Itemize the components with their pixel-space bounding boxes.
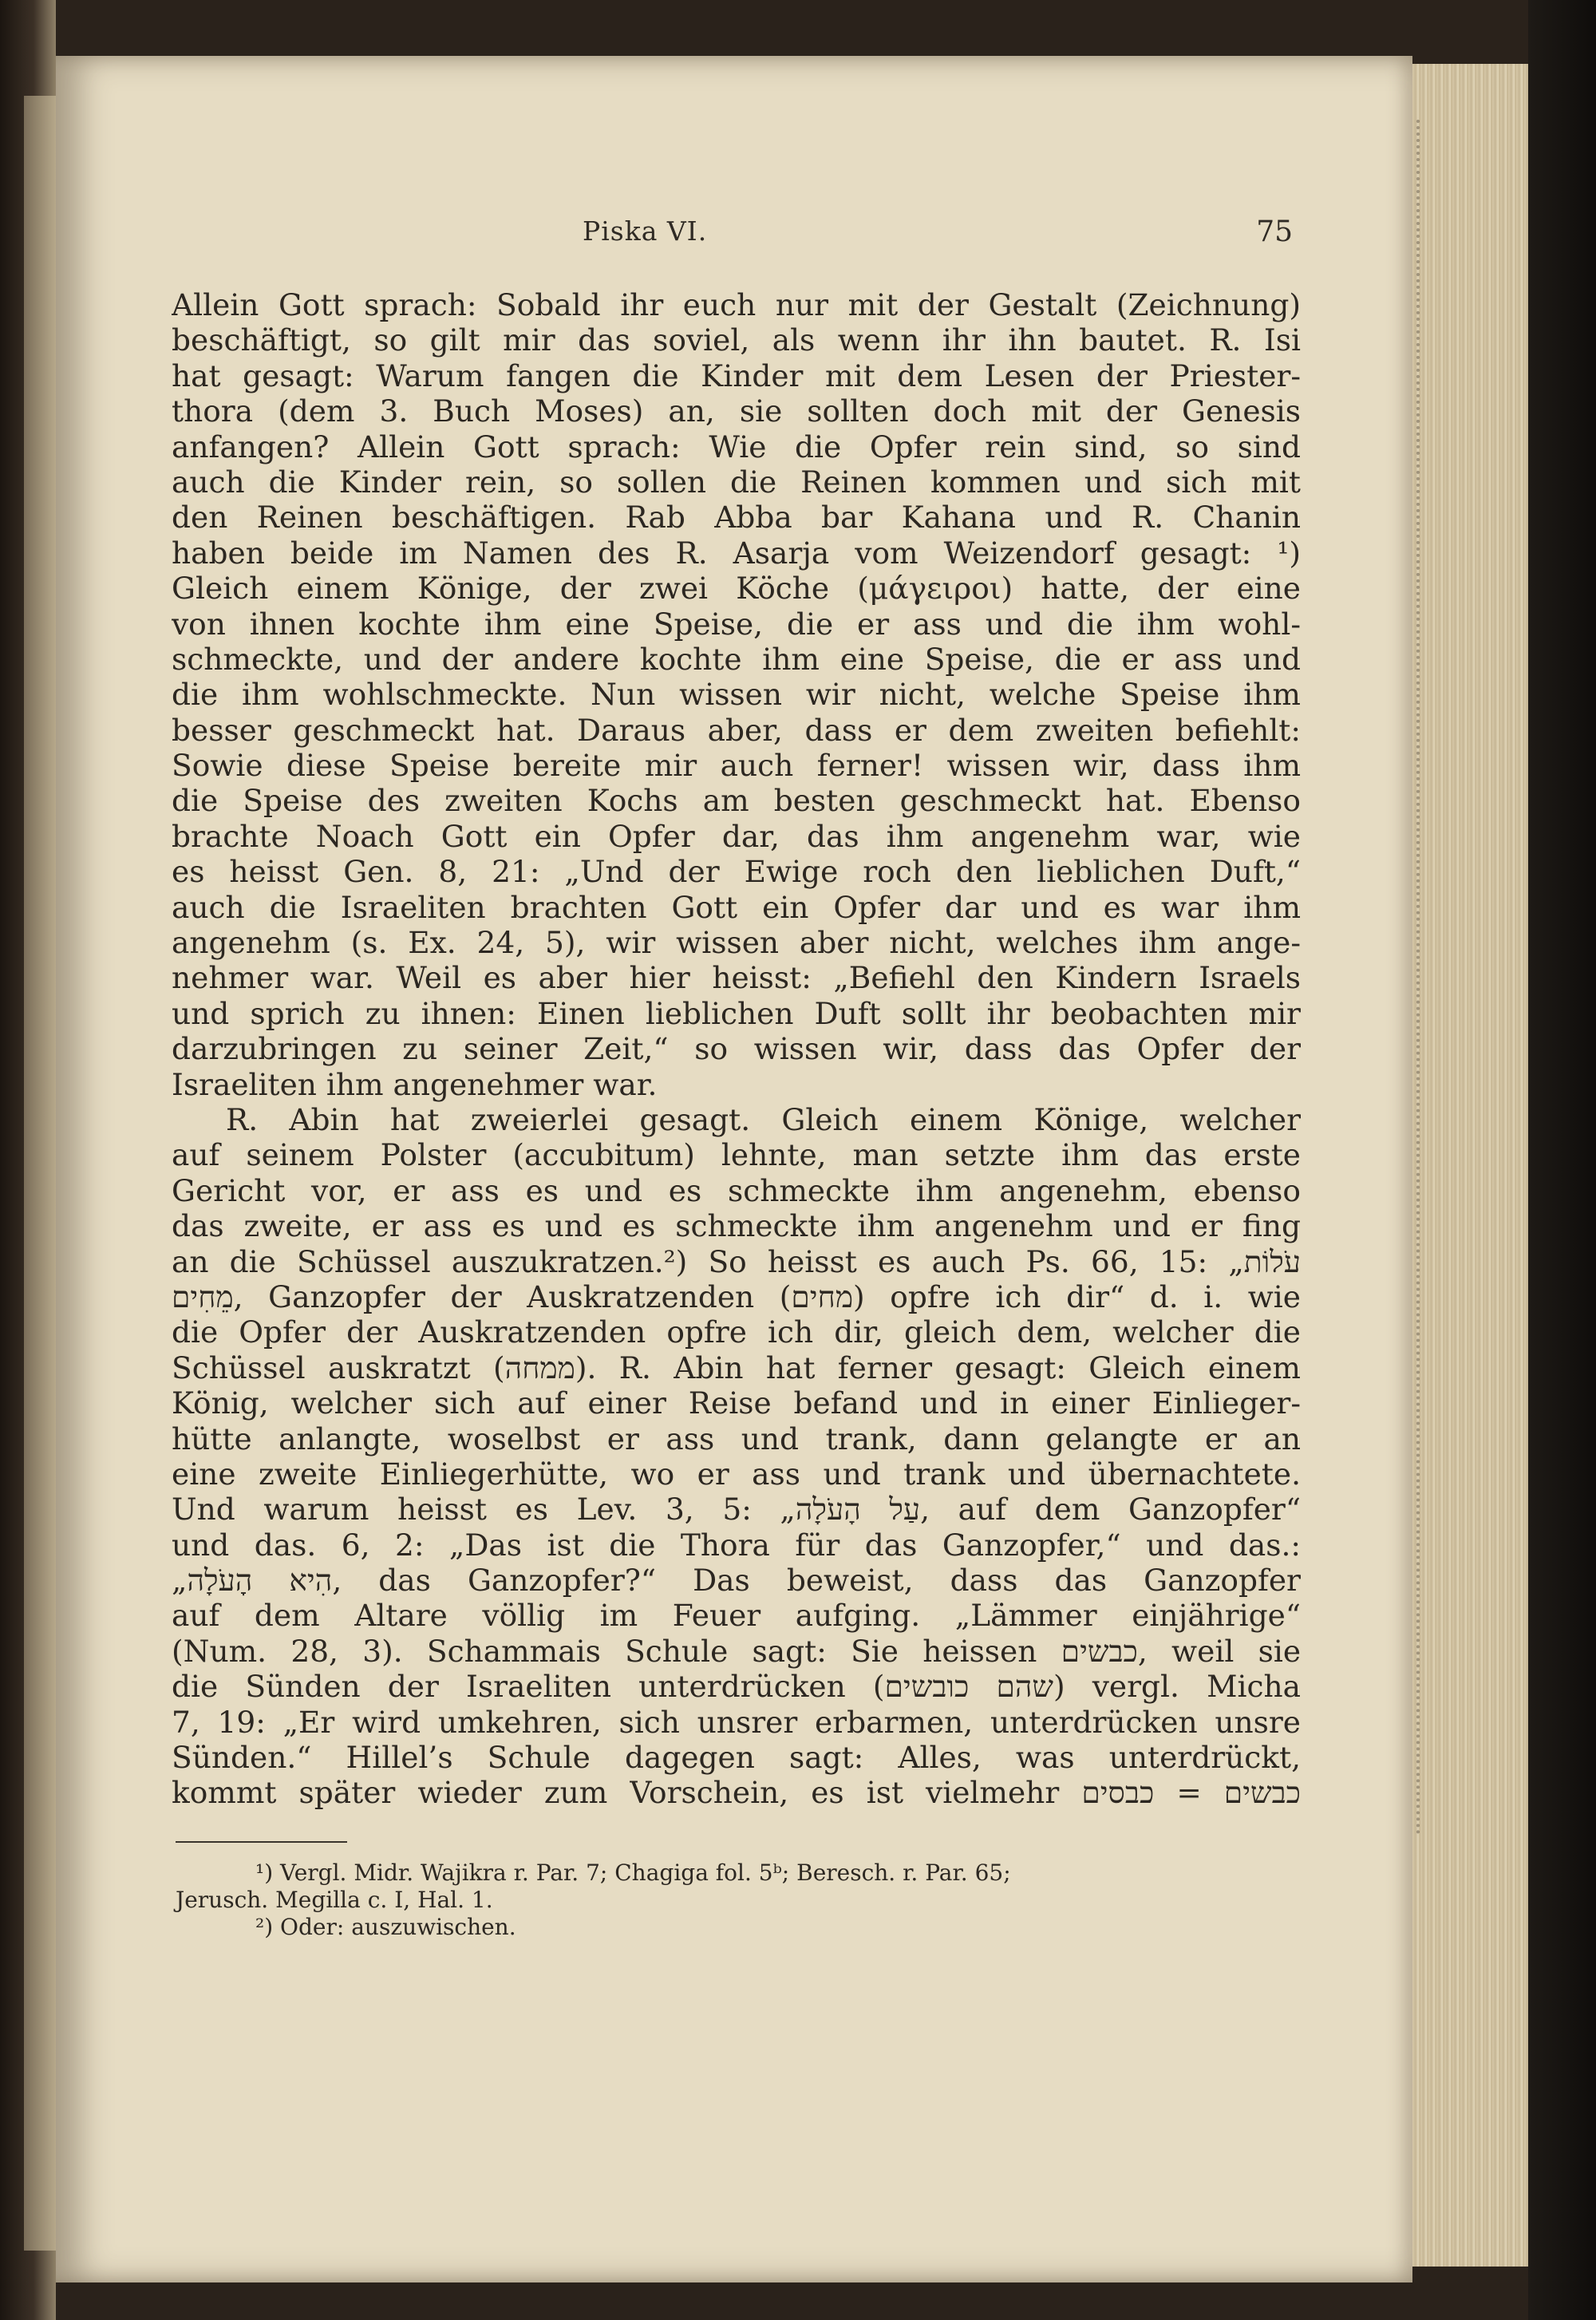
footnote-2: ²) Oder: auszuwischen.: [255, 1914, 516, 1940]
text-line: anfangen? Allein Gott sprach: Wie die Opfer rein sind, so sind: [172, 429, 1301, 464]
text-line: König, welcher sich auf einer Reise befand und in einer Einlieger-: [172, 1385, 1301, 1421]
text-line: die ihm wohlschmeckte. Nun wissen wir nicht, welche Speise ihm: [172, 677, 1301, 713]
text-line: Gleich einem Könige, der zwei Köche (μάγειροι) hatte, der eine: [172, 571, 1301, 607]
text-line: thora (dem 3. Buch Moses) an, sie sollten doch mit der Genesis: [172, 393, 1301, 429]
text-line: מֵחִים, Ganzopfer der Auskratzenden (מחים) opfre ich dir“ d. i. wie: [172, 1279, 1301, 1314]
text-line: hütte anlangte, woselbst er ass und trank, dann gelangte er an: [172, 1421, 1301, 1456]
left-page-edge: [24, 96, 57, 2251]
text-line: die Opfer der Auskratzenden opfre ich dir, gleich dem, welcher die: [172, 1314, 1301, 1350]
text-line: Allein Gott sprach: Sobald ihr euch nur mit der Gestalt (Zeichnung): [172, 287, 1301, 322]
text-line: den Reinen beschäftigen. Rab Abba bar Kahana und R. Chanin: [172, 500, 1301, 536]
text-line: auch die Kinder rein, so sollen die Reinen kommen und sich mit: [172, 464, 1301, 500]
text-line: nehmer war. Weil es aber hier heisst: „Befiehl den Kindern Israels: [172, 960, 1301, 996]
text-line: und sprich zu ihnen: Einen lieblichen Duft sollt ihr beobachten mir: [172, 995, 1301, 1031]
text-line: Sowie diese Speise bereite mir auch ferner! wissen wir, dass ihm: [172, 748, 1301, 784]
text-line: angenehm (s. Ex. 24, 5), wir wissen aber nicht, welches ihm ange-: [172, 925, 1301, 961]
text-line: (Num. 28, 3). Schammais Schule sagt: Sie heissen כבשים, weil sie: [172, 1633, 1301, 1669]
text-line: beschäftigt, so gilt mir das soviel, als wenn ihr ihn bautet. R. Isi: [172, 322, 1301, 358]
text-line: es heisst Gen. 8, 21: „Und der Ewige roch den lieblichen Duft,“: [172, 854, 1301, 890]
text-line: besser geschmeckt hat. Daraus aber, dass er dem zweiten befiehlt:: [172, 712, 1301, 748]
text-line: Sünden.“ Hillel’s Schule dagegen sagt: Alles, was unterdrückt,: [172, 1740, 1301, 1776]
page-header: [168, 209, 1301, 257]
text-line: haben beide im Namen des R. Asarja vom Weizendorf gesagt: ¹): [172, 535, 1301, 571]
text-line: von ihnen kochte ihm eine Speise, die er ass und die ihm wohl-: [172, 606, 1301, 642]
footnote-1-continued: Jerusch. Megilla c. I, Hal. 1.: [176, 1887, 493, 1913]
text-line: Schüssel auskratzt (ממחה). R. Abin hat ferner gesagt: Gleich einem: [172, 1350, 1301, 1385]
text-line: Gericht vor, er ass es und es schmeckte ihm angenehm, ebenso: [172, 1172, 1301, 1208]
text-line: brachte Noach Gott ein Opfer dar, das ihm angenehm war, wie: [172, 818, 1301, 854]
text-line: Israeliten ihm angenehmer war.: [172, 1066, 658, 1102]
footnote-1: ¹) Vergl. Midr. Wajikra r. Par. 7; Chagiga fol. 5ᵇ; Beresch. r. Par. 65;: [255, 1860, 1011, 1886]
text-line: die Speise des zweiten Kochs am besten geschmeckt hat. Ebenso: [172, 783, 1301, 819]
text-line: kommt später wieder zum Vorschein, es ist vielmehr כבשים = כבסים: [172, 1775, 1301, 1811]
text-line: das zweite, er ass es und es schmeckte ihm angenehm und er fing: [172, 1208, 1301, 1244]
text-line: auf dem Altare völlig im Feuer aufging. „Lämmer einjährige“: [172, 1598, 1301, 1634]
text-line: R. Abin hat zweierlei gesagt. Gleich einem Könige, welcher: [226, 1101, 1301, 1137]
text-line: eine zweite Einliegerhütte, wo er ass und trank und übernachtete.: [172, 1456, 1301, 1492]
running-head: Piska VI.: [583, 215, 708, 247]
marginal-scribbles: [1416, 120, 1531, 1836]
text-line: Und warum heisst es Lev. 3, 5: „עַל הָעֹלָה, auf dem Ganzopfer“: [172, 1492, 1301, 1528]
text-line: auch die Israeliten brachten Gott ein Opfer dar und es war ihm: [172, 889, 1301, 925]
text-line: die Sünden der Israeliten unterdrücken (שהם כובשים) vergl. Micha: [172, 1669, 1301, 1705]
footnotes: [176, 1860, 1293, 1941]
text-line: hat gesagt: Warum fangen die Kinder mit dem Lesen der Priester-: [172, 358, 1301, 393]
main-text: [172, 287, 1301, 1811]
text-line: „הִיא הָעֹלָה, das Ganzopfer?“ Das beweist, dass das Ganzopfer: [172, 1563, 1301, 1599]
page-number: 75: [1256, 215, 1293, 248]
text-line: und das. 6, 2: „Das ist die Thora für das Ganzopfer,“ und das.:: [172, 1527, 1301, 1563]
footnote-rule: [176, 1841, 347, 1843]
text-line: schmeckte, und der andere kochte ihm eine Speise, die er ass und: [172, 641, 1301, 677]
text-line: darzubringen zu seiner Zeit,“ so wissen wir, dass das Opfer der: [172, 1031, 1301, 1067]
text-line: 7, 19: „Er wird umkehren, sich unsrer erbarmen, unterdrücken unsre: [172, 1704, 1301, 1740]
book-binding-right: [1528, 0, 1596, 2320]
text-line: auf seinem Polster (accubitum) lehnte, man setzte ihm das erste: [172, 1137, 1301, 1173]
text-line: an die Schüssel auszukratzen.²) So heisst es auch Ps. 66, 15: „עֹלוֹת: [172, 1243, 1301, 1279]
